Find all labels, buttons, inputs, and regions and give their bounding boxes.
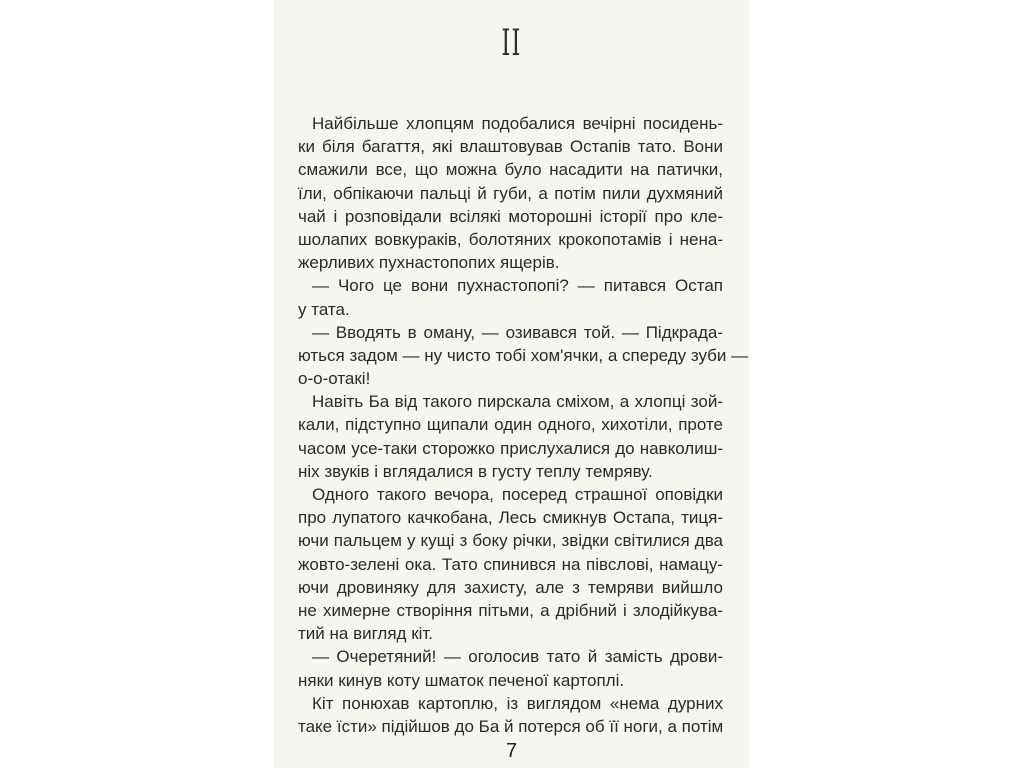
text-line: ючи дровиняку для захисту, але з темряви вийшло bbox=[298, 577, 723, 597]
body-text bbox=[298, 112, 749, 738]
text-line: ки біля багаття, які влаштовував Остапів тато. Вони bbox=[298, 137, 723, 157]
text-line: чай і розповідали всілякі моторошні історії про кле- bbox=[298, 206, 723, 226]
text-line: часом усе-таки сторожко прислухалися до навколиш- bbox=[298, 438, 723, 458]
text-line: кали, підступно щипали один одного, хихотіли, проте bbox=[298, 415, 723, 435]
book-page bbox=[274, 0, 749, 768]
page-number: 7 bbox=[505, 740, 518, 762]
text-line: у тата. bbox=[298, 299, 350, 319]
text-line: — Очеретяний! — оголосив тато й замість дрови- bbox=[312, 647, 723, 667]
text-line: Навіть Ба від такого пирскала сміхом, а хлопці зой- bbox=[312, 392, 723, 412]
text-line: няки кинув коту шматок печеної картоплі. bbox=[298, 670, 625, 690]
text-line: — Вводять в оману, — озивався той. — Підкрада- bbox=[312, 322, 723, 342]
text-line: Кіт понюхав картоплю, із виглядом «нема дурних bbox=[312, 693, 723, 713]
text-line: жовто-зелені ока. Тато спинився на півслові, намацу- bbox=[298, 554, 723, 574]
text-line: Одного такого вечора, посеред страшної оповідки bbox=[312, 485, 723, 504]
text-line: тий на вигляд кіт. bbox=[298, 624, 434, 644]
text-line: жерливих пухнастопопих ящерів. bbox=[298, 253, 560, 273]
text-line: про лупатого качкобана, Лесь смикнув Остапа, тиця- bbox=[298, 508, 723, 528]
text-line: смажили все, що можна було насадити на патички, bbox=[298, 160, 723, 180]
text-line: о-о-отакі! bbox=[298, 369, 371, 389]
chapter-number: II bbox=[501, 23, 522, 64]
text-line: їли, обпікаючи пальці й губи, а потім пили духмяний bbox=[298, 183, 723, 203]
text-line: таке їсти» підійшов до Ба й потерся об її ноги, а потім bbox=[298, 716, 724, 736]
text-line: шолапих вовкураків, болотяних крокопотамів і нена- bbox=[298, 229, 723, 249]
text-line: Найбільше хлопцям подобалися вечірні посидень- bbox=[312, 114, 723, 133]
text-line: не химерне створіння пітьми, а дрібний і злодійкува- bbox=[298, 600, 723, 620]
text-line: ніх звуків і вглядалися в густу теплу темряву. bbox=[298, 461, 653, 481]
text-line: ються задом — ну чисто тобі хом'ячки, а спереду зуби — bbox=[298, 345, 749, 365]
text-line: ючи пальцем у кущі з боку річки, звідки світилися два bbox=[298, 531, 723, 551]
text-line: — Чого це вони пухнастопопі? — питався Остап bbox=[312, 276, 723, 296]
